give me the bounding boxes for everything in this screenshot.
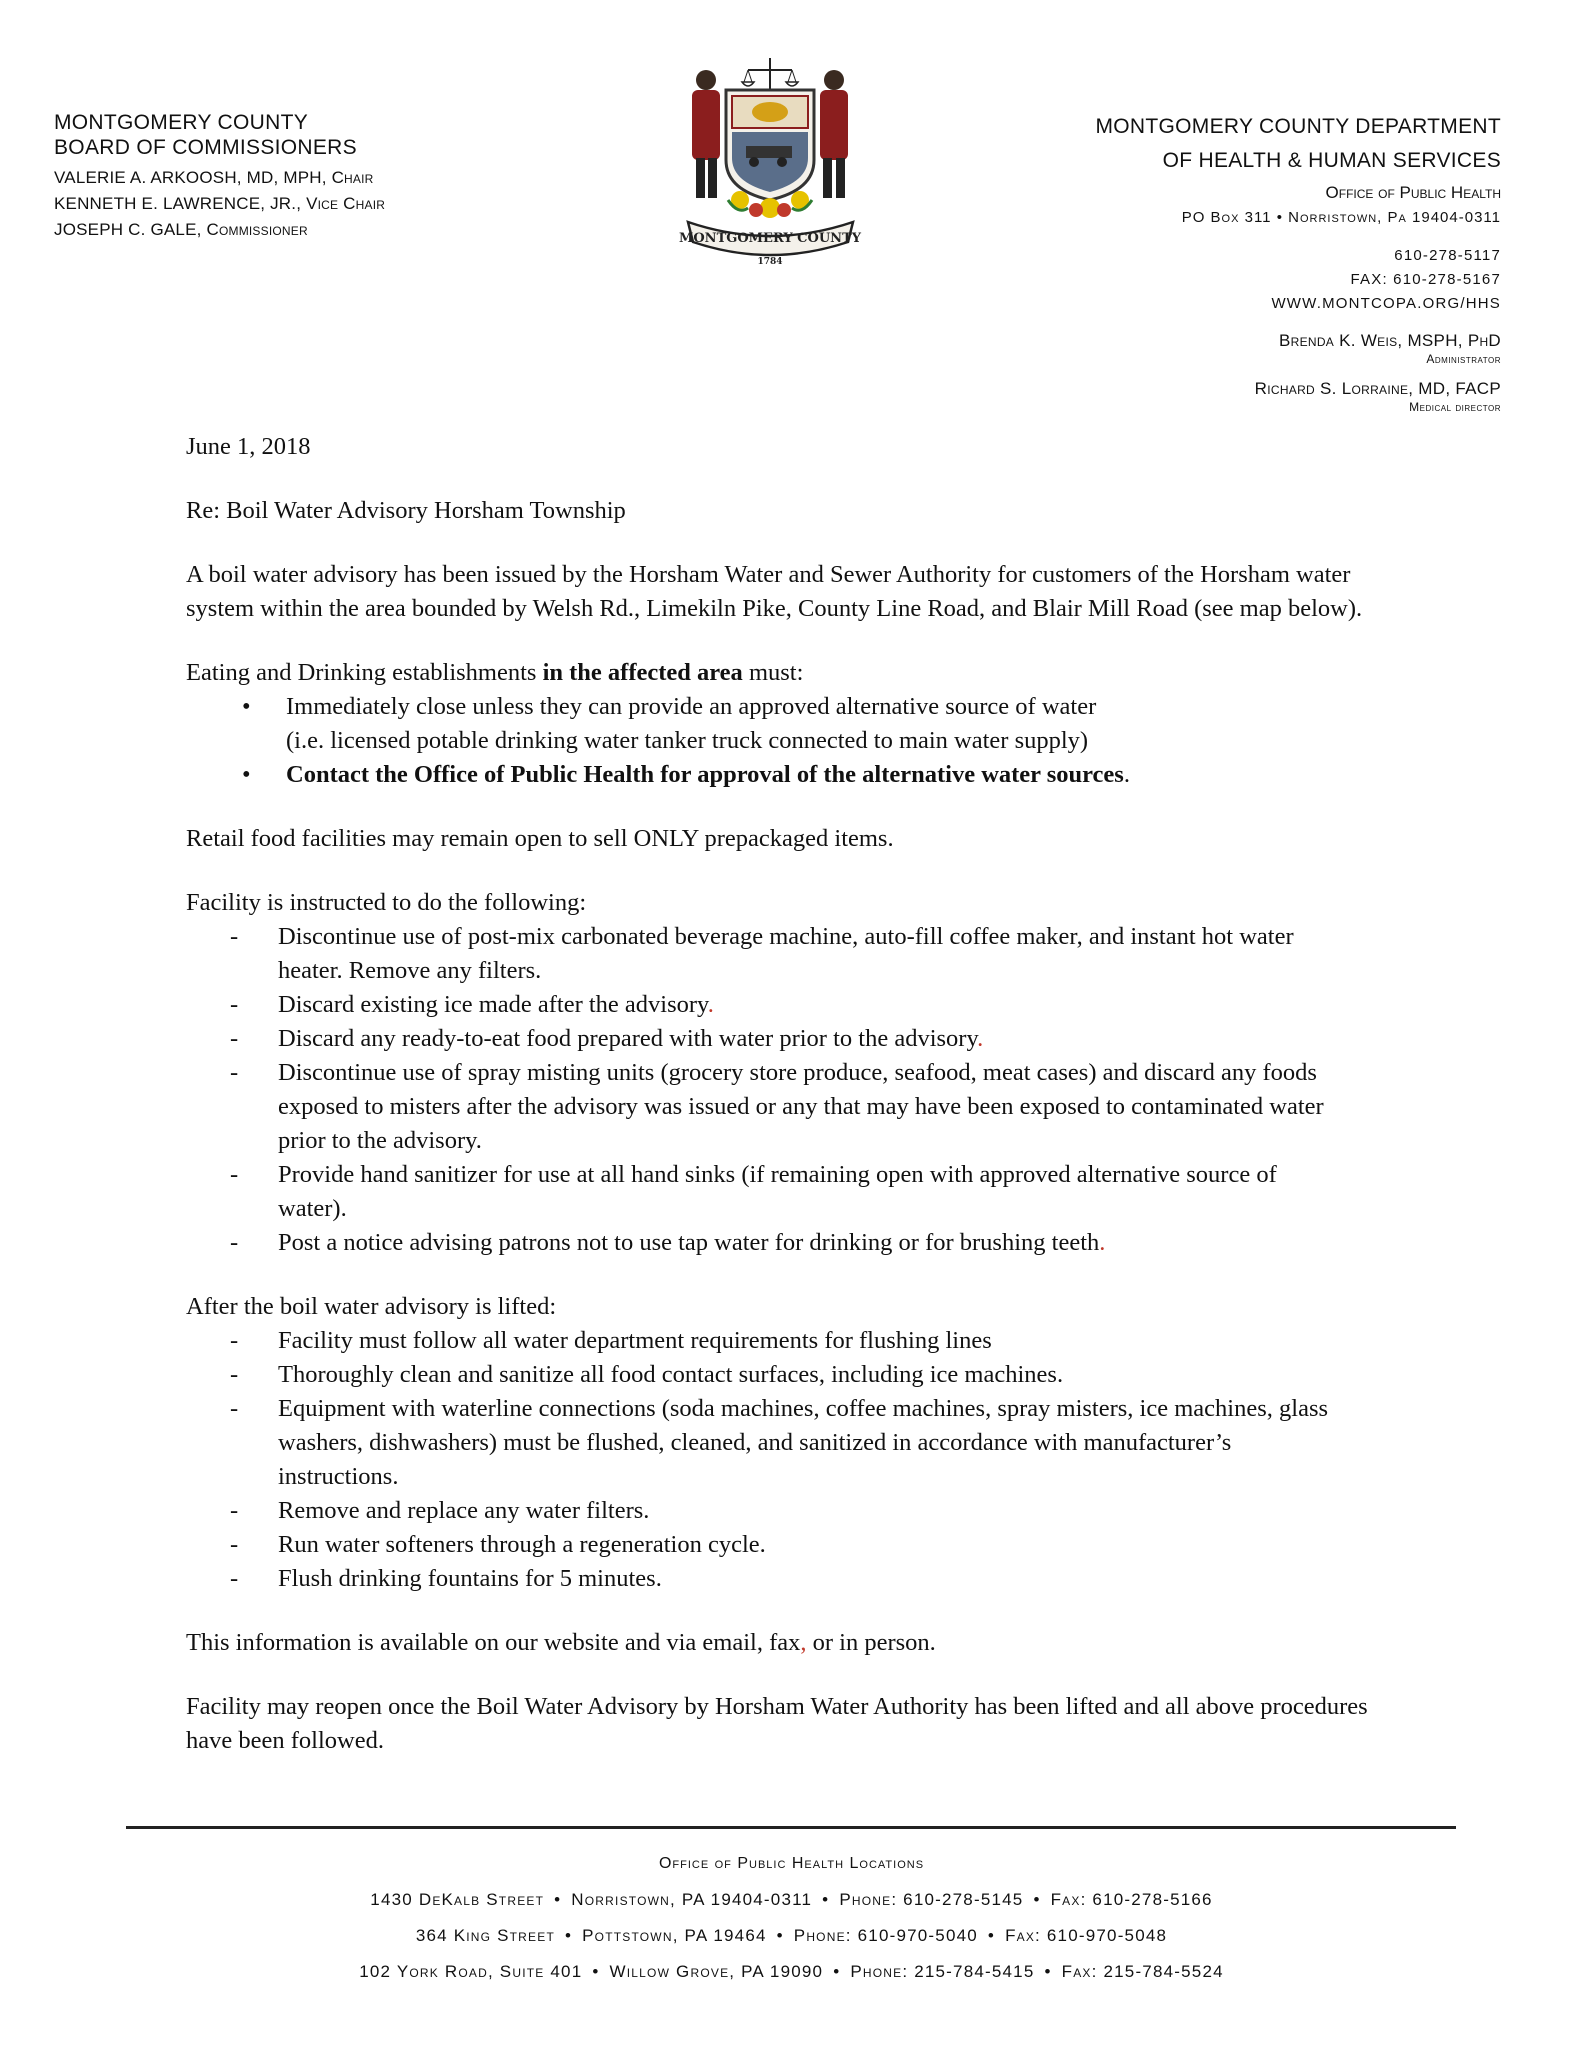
list-item: - Facility must follow all water department requirements for flushing lines bbox=[186, 1324, 1336, 1358]
seal-year: 1784 bbox=[757, 257, 783, 267]
facility-heading: Facility is instructed to do the following: bbox=[186, 889, 587, 916]
list-item: - Discontinue use of spray misting units (grocery store produce, seafood, meat cases) and discard any foods exposed to misters after the advisory was issued or any that may have been exposed to contaminated water prior to the advisory. bbox=[186, 1056, 1336, 1158]
lifted-heading: After the boil water advisory is lifted: bbox=[186, 1293, 557, 1320]
letter-body bbox=[186, 430, 1416, 1758]
footer-location-willow-grove: 102 York Road, Suite 401 • Willow Grove, PA 19090 • Phone: 215-784-5415 • Fax: 215-784-5524 bbox=[359, 1962, 1224, 1981]
dash-marker-icon: - bbox=[230, 1497, 239, 1524]
footer-divider bbox=[126, 1826, 1456, 1829]
dash-marker-icon: - bbox=[230, 1025, 239, 1052]
commissioner-role: Commissioner bbox=[206, 220, 308, 239]
letter-date: June 1, 2018 bbox=[186, 433, 311, 460]
office-website[interactable]: WWW.MONTCOPA.ORG/HHS bbox=[1271, 295, 1501, 312]
intro-paragraph: A boil water advisory has been issued by the Horsham Water and Sewer Authority for customers of the Horsham water system within the area bounded by Welsh Rd., Limekiln Pike, County Line Road, and Blair Mill Road (see map below). bbox=[186, 561, 1363, 622]
dash-marker-icon: - bbox=[230, 1361, 239, 1388]
list-item: - Flush drinking fountains for 5 minutes. bbox=[186, 1562, 1336, 1596]
department-header bbox=[1096, 110, 1502, 426]
dash-marker-icon: - bbox=[230, 923, 239, 950]
dash-marker-icon: - bbox=[230, 991, 239, 1018]
office-address: PO Box 311 • Norristown, Pa 19404-0311 bbox=[1181, 209, 1501, 226]
dash-marker-icon: - bbox=[230, 1395, 239, 1422]
post-advisory-list bbox=[186, 1324, 1336, 1596]
office-phone: 610-278-5117 bbox=[1394, 247, 1501, 264]
official-title: Administrator bbox=[1426, 352, 1501, 366]
commissioner-name: KENNETH E. LAWRENCE, JR., bbox=[54, 194, 302, 213]
list-item: - Run water softeners through a regeneration cycle. bbox=[186, 1528, 1336, 1562]
commissioner-name: JOSEPH C. GALE, bbox=[54, 220, 202, 239]
board-org-line2: BOARD OF COMMISSIONERS bbox=[54, 136, 357, 159]
footer-locations bbox=[0, 1846, 1583, 1990]
list-item: - Discontinue use of post-mix carbonated beverage machine, auto-fill coffee maker, and instant hot water heater. Remove any filters. bbox=[186, 920, 1336, 988]
list-item: - Discard existing ice made after the advisory. bbox=[186, 988, 1336, 1022]
bullet-icon: • bbox=[242, 761, 251, 788]
office-name: Office of Public Health bbox=[1325, 183, 1501, 202]
establishments-paragraph: Eating and Drinking establishments in the affected area must: bbox=[186, 659, 804, 686]
commissioner-member bbox=[54, 216, 385, 244]
commissioner-vice-chair bbox=[54, 190, 385, 218]
dash-marker-icon: - bbox=[230, 1161, 239, 1188]
bullet-icon: • bbox=[242, 693, 251, 720]
commissioner-role: Vice Chair bbox=[306, 194, 386, 213]
board-org-line1: MONTGOMERY COUNTY bbox=[54, 111, 309, 134]
commissioner-role: Chair bbox=[331, 168, 374, 187]
facility-instructions-list bbox=[186, 920, 1336, 1260]
availability-paragraph: This information is available on our website and via email, fax, or in person. bbox=[186, 1629, 936, 1656]
list-item: - Post a notice advising patrons not to use tap water for drinking or for brushing teeth. bbox=[186, 1226, 1336, 1260]
commissioner-name: VALERIE A. ARKOOSH, MD, MPH, bbox=[54, 168, 327, 187]
list-item: - Discard any ready-to-eat food prepared with water prior to the advisory. bbox=[186, 1022, 1336, 1056]
footer-title: Office of Public Health Locations bbox=[658, 1855, 925, 1872]
office-fax: FAX: 610-278-5167 bbox=[1350, 271, 1501, 288]
official-title: Medical director bbox=[1409, 400, 1501, 414]
dash-marker-icon: - bbox=[230, 1059, 239, 1086]
official-name: Richard S. Lorraine, MD, FACP bbox=[1254, 379, 1501, 398]
dept-line2: OF HEALTH & HUMAN SERVICES bbox=[1162, 149, 1501, 172]
list-item: - Provide hand sanitizer for use at all hand sinks (if remaining open with approved alternative source of water). bbox=[186, 1158, 1336, 1226]
official-name: Brenda K. Weis, MSPH, PhD bbox=[1278, 331, 1501, 350]
establishment-requirements-list bbox=[186, 690, 1416, 792]
dash-marker-icon: - bbox=[230, 1229, 239, 1256]
list-item: - Thoroughly clean and sanitize all food contact surfaces, including ice machines. bbox=[186, 1358, 1336, 1392]
dept-line1: MONTGOMERY COUNTY DEPARTMENT bbox=[1095, 115, 1501, 138]
closing-paragraph: Facility may reopen once the Boil Water Advisory by Horsham Water Authority has been lifted and all above procedures have been followed. bbox=[186, 1693, 1368, 1754]
seal-banner-text: MONTGOMERY COUNTY bbox=[678, 231, 862, 246]
list-item: • Contact the Office of Public Health for approval of the alternative water sources. bbox=[186, 758, 1416, 792]
list-item: • Immediately close unless they can provide an approved alternative source of water (i.e. licensed potable drinking water tanker truck connected to main water supply) bbox=[186, 690, 1416, 758]
footer-location-norristown: 1430 DeKalb Street • Norristown, PA 19404-0311 • Phone: 610-278-5145 • Fax: 610-278-5166 bbox=[370, 1890, 1213, 1909]
dash-marker-icon: - bbox=[230, 1531, 239, 1558]
list-item: - Remove and replace any water filters. bbox=[186, 1494, 1336, 1528]
letter-subject: Re: Boil Water Advisory Horsham Township bbox=[186, 497, 626, 524]
dash-marker-icon: - bbox=[230, 1565, 239, 1592]
footer-location-pottstown: 364 King Street • Pottstown, PA 19464 • Phone: 610-970-5040 • Fax: 610-970-5048 bbox=[415, 1926, 1168, 1945]
affected-area-emphasis: in the affected area bbox=[542, 659, 743, 686]
list-item: - Equipment with waterline connections (soda machines, coffee machines, spray misters, ice machines, glass washers, dishwashers) must be flushed, cleaned, and sanitized in accordance with manufacturer’s instructions. bbox=[186, 1392, 1336, 1494]
retail-paragraph: Retail food facilities may remain open to sell ONLY prepackaged items. bbox=[186, 825, 894, 852]
county-seal-logo bbox=[668, 50, 873, 270]
commissioner-chair bbox=[54, 164, 385, 192]
dash-marker-icon: - bbox=[230, 1327, 239, 1354]
board-header bbox=[54, 110, 385, 244]
